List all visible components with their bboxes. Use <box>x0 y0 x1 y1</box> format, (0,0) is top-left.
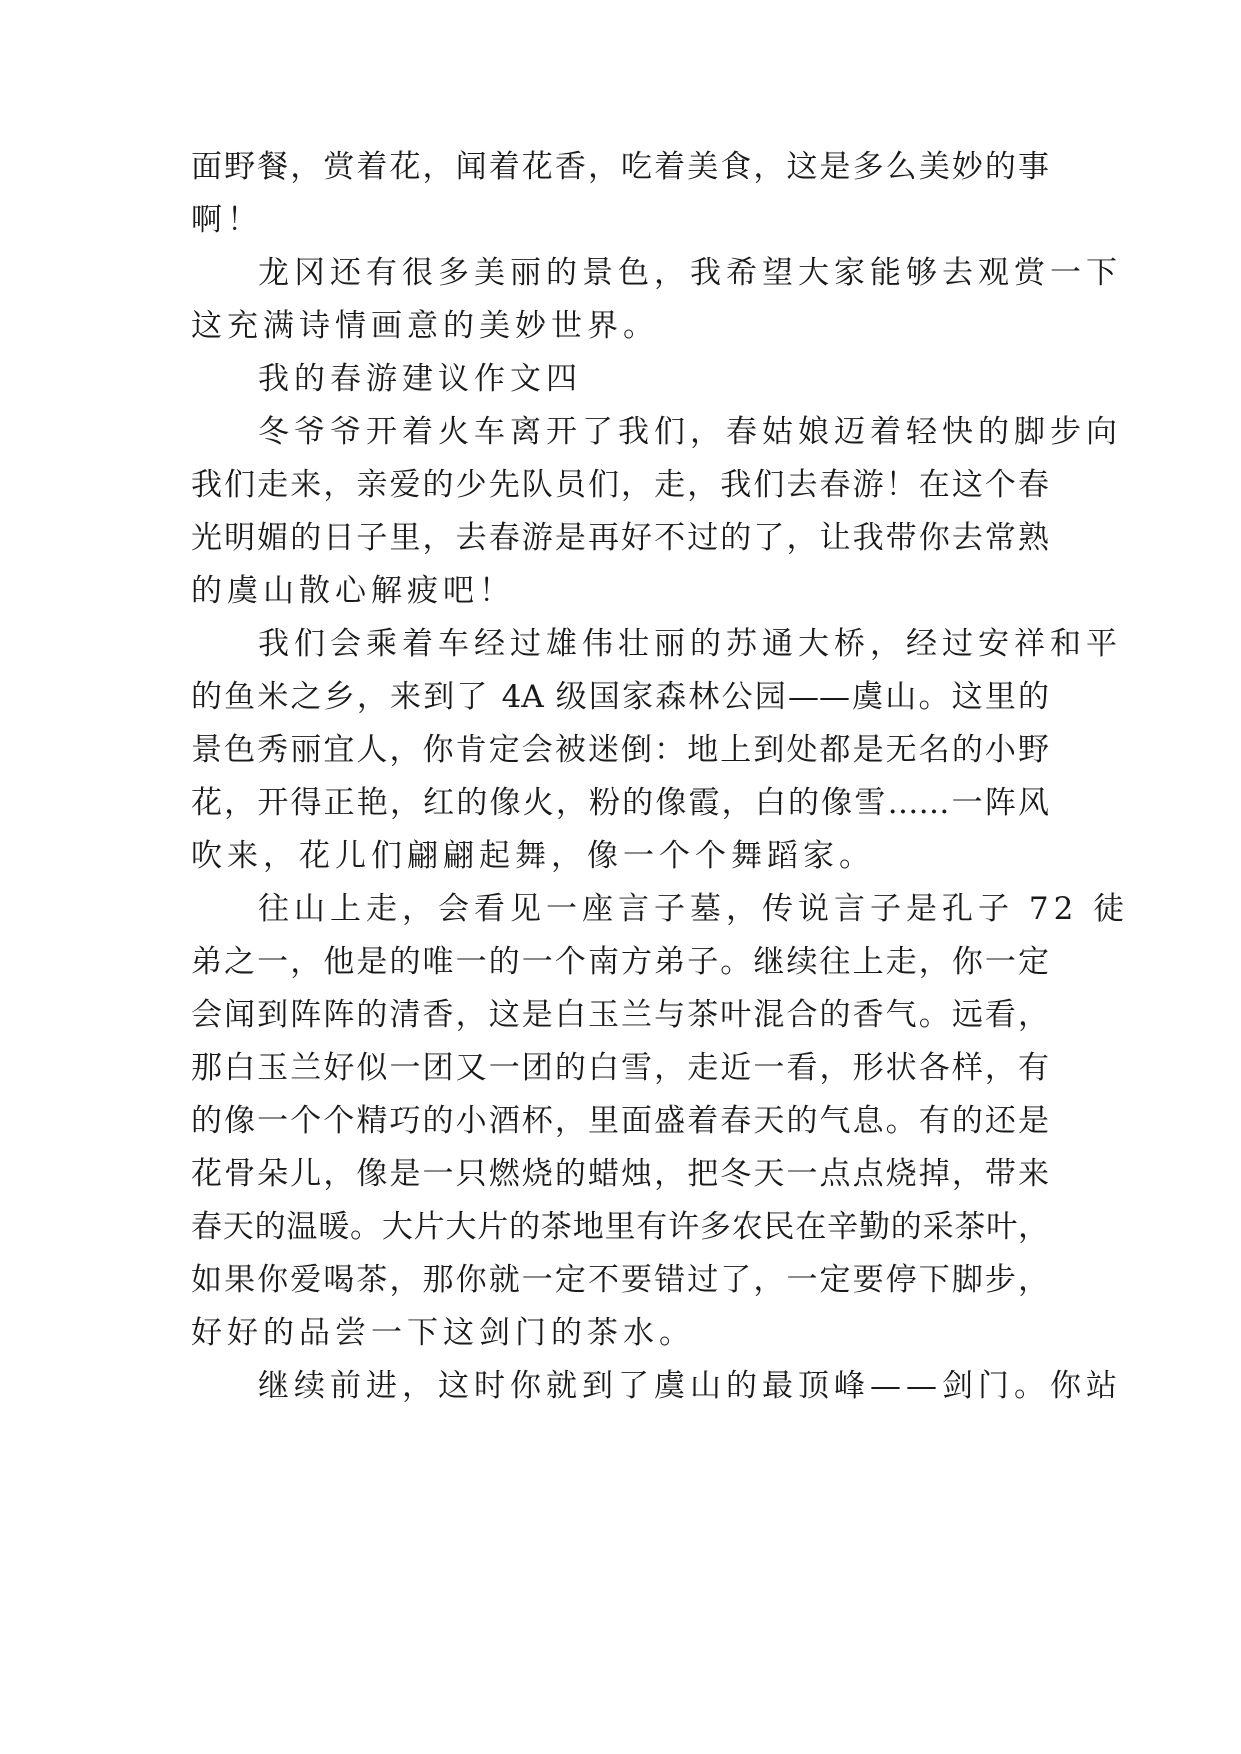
text-line: 这充满诗情画意的美妙世界。 <box>191 308 659 344</box>
text-line: 花，开得正艳，红的像火，粉的像霞，白的像雪……一阵风 <box>191 785 1049 821</box>
text-line: 弟之一，他是的唯一的一个南方弟子。继续往上走，你一定 <box>191 944 1049 980</box>
text-line: 啊！ <box>191 202 263 238</box>
text-line: 好好的品尝一下这剑门的茶水。 <box>191 1315 695 1351</box>
text-line: 那白玉兰好似一团又一团的白雪，走近一看，形状各样，有 <box>191 1050 1049 1086</box>
text-line: 吹来，花儿们翩翩起舞，像一个个舞蹈家。 <box>191 838 875 874</box>
text-line: 龙冈还有很多美丽的景色，我希望大家能够去观赏一下 <box>258 255 1122 291</box>
text-line: 冬爷爷开着火车离开了我们，春姑娘迈着轻快的脚步向 <box>258 414 1122 450</box>
section-heading: 我的春游建议作文四 <box>258 361 582 397</box>
text-line: 光明媚的日子里，去春游是再好不过的了，让我带你去常熟 <box>191 520 1049 556</box>
text-line: 景色秀丽宜人，你肯定会被迷倒：地上到处都是无名的小野 <box>191 732 1049 768</box>
text-line: 继续前进，这时你就到了虞山的最顶峰——剑门。你站 <box>258 1368 1122 1404</box>
text-line: 花骨朵儿，像是一只燃烧的蜡烛，把冬天一点点烧掉，带来 <box>191 1156 1049 1192</box>
text-line: 面野餐，赏着花，闻着花香，吃着美食，这是多么美妙的事 <box>191 149 1049 185</box>
text-line: 的鱼米之乡，来到了 4A 级国家森林公园——虞山。这里的 <box>191 679 1049 715</box>
text-line: 我们走来，亲爱的少先队员们，走，我们去春游！在这个春 <box>191 467 1049 503</box>
text-line: 的虞山散心解疲吧！ <box>191 573 515 609</box>
text-line: 春天的温暖。大片大片的茶地里有许多农民在辛勤的采茶叶， <box>191 1209 1049 1245</box>
text-line: 我们会乘着车经过雄伟壮丽的苏通大桥，经过安祥和平 <box>258 626 1122 662</box>
text-line: 如果你爱喝茶，那你就一定不要错过了，一定要停下脚步， <box>191 1262 1049 1298</box>
text-line: 会闻到阵阵的清香，这是白玉兰与茶叶混合的香气。远看， <box>191 997 1049 1033</box>
text-line: 的像一个个精巧的小酒杯，里面盛着春天的气息。有的还是 <box>191 1103 1049 1139</box>
text-line: 往山上走，会看见一座言子墓，传说言子是孔子 72 徒 <box>258 891 1130 927</box>
